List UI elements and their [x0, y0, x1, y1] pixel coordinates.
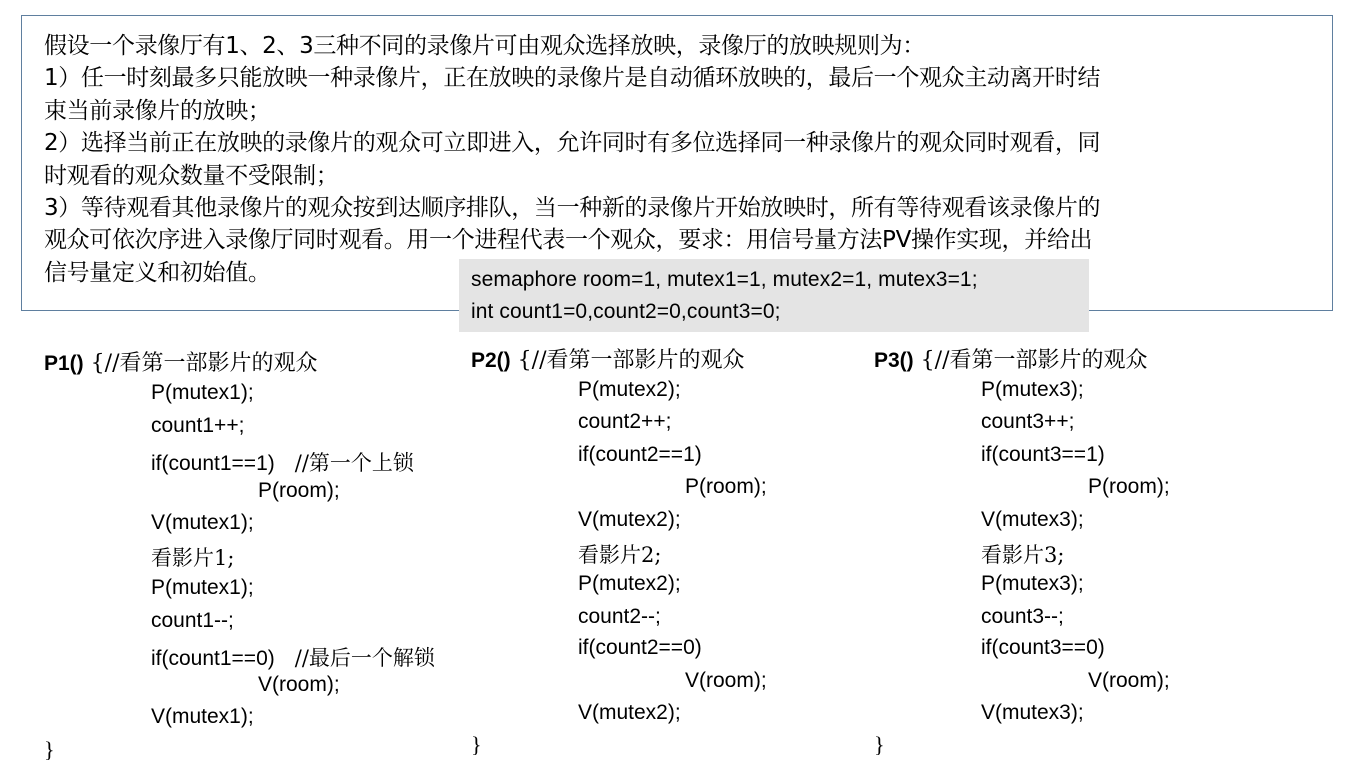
code-line: P(mutex1); — [151, 381, 254, 404]
code-line: count2--; — [578, 605, 661, 628]
code-line: V(mutex2); — [578, 701, 681, 724]
process-header — [44, 346, 318, 377]
code-line: P(room); — [258, 479, 340, 502]
problem-line: 2）选择当前正在放映的录像片的观众可立即进入，允许同时有多位选择同一种录像片的观众同时观看，同 — [44, 130, 1101, 157]
code-line: P(mutex2); — [578, 378, 681, 401]
code-line: P(room); — [685, 475, 767, 498]
process-header — [471, 343, 745, 374]
closing-brace: } — [471, 732, 482, 757]
code-line: count1++; — [151, 414, 245, 437]
code-line: 看影片1; — [151, 546, 235, 570]
closing-brace: } — [874, 732, 885, 757]
problem-line: 假设一个录像厅有1、2、3三种不同的录像片可由观众选择放映，录像厅的放映规则为： — [44, 33, 925, 59]
code-comment: //第一个上锁 — [294, 451, 414, 475]
code-line: P(room); — [1088, 475, 1170, 498]
code-line: P(mutex2); — [578, 572, 681, 595]
process-header — [874, 343, 1148, 374]
code-line: count3++; — [981, 410, 1075, 433]
code-line: count3--; — [981, 605, 1064, 628]
code-line — [151, 447, 414, 477]
process-name: P3() — [874, 349, 914, 372]
code-line: count2++; — [578, 410, 672, 433]
problem-line: 1）任一时刻最多只能放映一种录像片，正在放映的录像片是自动循环放映的，最后一个观众主动离开时结 — [44, 65, 1101, 92]
code-line: V(room); — [1088, 669, 1170, 692]
code-line: if(count3==0) — [981, 636, 1105, 659]
process-name: P2() — [471, 349, 511, 372]
code-line: V(mutex1); — [151, 705, 254, 728]
code-line: if(count2==0) — [578, 636, 702, 659]
code-line: P(mutex3); — [981, 378, 1084, 401]
code-line: 看影片3; — [981, 543, 1065, 567]
code-text: if(count1==1) — [151, 452, 275, 475]
code-line: V(mutex1); — [151, 511, 254, 534]
problem-statement — [44, 30, 1314, 289]
process-comment: {//看第一部影片的观众 — [83, 351, 318, 376]
code-line: V(room); — [685, 669, 767, 692]
code-line: V(mutex3); — [981, 508, 1084, 531]
int-count-line: int count1=0,count2=0,count3=0; — [471, 299, 781, 323]
code-line: count1--; — [151, 609, 234, 632]
code-line: V(mutex3); — [981, 701, 1084, 724]
problem-line: 束当前录像片的放映； — [44, 97, 271, 124]
problem-line: 时观看的观众数量不受限制； — [44, 162, 339, 189]
problem-line: 3）等待观看其他录像片的观众按到达顺序排队，当一种新的录像片开始放映时，所有等待观看该录像片的 — [44, 194, 1101, 221]
code-line: if(count2==1) — [578, 443, 702, 466]
code-text: if(count1==0) — [151, 647, 275, 670]
semaphore-definition — [459, 259, 1089, 332]
semaphore-line: semaphore room=1, mutex1=1, mutex2=1, mutex3=1; — [471, 268, 978, 291]
code-line: V(mutex2); — [578, 508, 681, 531]
process-comment: {//看第一部影片的观众 — [913, 348, 1148, 373]
code-comment: //最后一个解锁 — [294, 646, 435, 670]
process-comment: {//看第一部影片的观众 — [510, 348, 745, 373]
code-line: 看影片2; — [578, 543, 662, 567]
code-line: P(mutex3); — [981, 572, 1084, 595]
process-name: P1() — [44, 352, 84, 375]
problem-line: 信号量定义和初始值。 — [44, 259, 271, 286]
code-line — [151, 642, 435, 672]
closing-brace: } — [44, 737, 55, 762]
code-line: V(room); — [258, 673, 340, 696]
code-line: P(mutex1); — [151, 576, 254, 599]
problem-line: 观众可依次序进入录像厅同时观看。用一个进程代表一个观众，要求：用信号量方法PV操作实现，并给出 — [44, 227, 1093, 254]
code-line: if(count3==1) — [981, 443, 1105, 466]
